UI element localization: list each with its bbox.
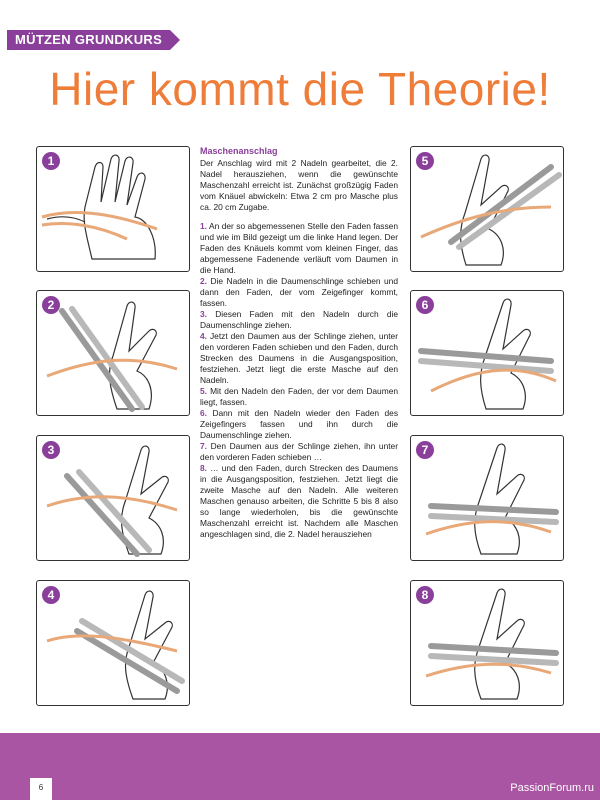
step-text: An der so abgemessenen Stelle den Faden fassen und wie im Bild gezeigt um die linke Hand legen. Der Faden des Knäuels kommt vom kleinen Finger, das abgemessene Fadenende verläuft vom Daumen in die Hand.	[200, 221, 398, 275]
step-paragraph	[200, 463, 398, 540]
step-number-badge: 1	[42, 152, 60, 170]
step-number-badge: 8	[416, 586, 434, 604]
step-number-badge: 2	[42, 296, 60, 314]
hand-illustration-2	[37, 291, 191, 417]
step-number-badge: 5	[416, 152, 434, 170]
step-text: Diesen Faden mit den Nadeln durch die Daumenschlinge ziehen.	[200, 309, 398, 330]
hand-illustration-3	[37, 436, 191, 562]
step-label: 2.	[200, 276, 207, 286]
watermark: PassionForum.ru	[510, 782, 594, 794]
hand-illustration-7	[411, 436, 565, 562]
step-label: 8.	[200, 463, 207, 473]
step-label: 4.	[200, 331, 207, 341]
illustration-step-6	[410, 290, 564, 416]
step-paragraph	[200, 408, 398, 441]
illustration-step-4	[36, 580, 190, 706]
step-text: Dann mit den Nadeln wieder den Faden des Zeigefingers fassen und ihn durch die Daumenschlinge ziehen.	[200, 408, 399, 440]
step-paragraph	[200, 441, 398, 463]
step-number-badge: 7	[416, 441, 434, 459]
step-text: … und den Faden, durch Strecken des Daumens in die Ausgangsposition, festziehen. Jetzt liegt die zweite Masche auf den Nadeln. Alle weiteren Maschen genauso arbeiten, die Schritte 5 bis 8 also so lange wiederholen, bis die gewünschte Maschenzahl erreicht ist. Nachdem alle Maschen angeschlagen sind, die 2. Nadel herausziehen	[200, 463, 399, 539]
step-number-badge: 6	[416, 296, 434, 314]
step-number-badge: 4	[42, 586, 60, 604]
step-text: Jetzt den Daumen aus der Schlinge ziehen, unter den vorderen Faden schieben und den Faden, durch Strecken des Daumens in die Ausgangsposition, festziehen. Jetzt liegt die erste Masche auf den Nadeln.	[200, 331, 398, 385]
hand-illustration-8	[411, 581, 565, 707]
intro-paragraph: Der Anschlag wird mit 2 Nadeln gearbeitet, die 2. Nadel herausziehen, wenn die gewünschte Maschenzahl erreicht ist. Zunächst großzügig Faden vom Knäuel abwickeln: Etwa 2 cm pro Masche plus ca. 20 cm Zugabe.	[200, 158, 398, 212]
illustration-step-5	[410, 146, 564, 272]
step-label: 3.	[200, 309, 207, 319]
illustration-step-3	[36, 435, 190, 561]
step-paragraph	[200, 221, 398, 276]
step-paragraph	[200, 331, 398, 386]
hand-illustration-1	[37, 147, 191, 273]
step-text: Den Daumen aus der Schlinge ziehen, ihn unter den vorderen Faden schieben …	[200, 441, 399, 462]
step-paragraph	[200, 309, 398, 331]
instructions-column	[200, 146, 398, 540]
step-paragraph	[200, 276, 398, 309]
illustration-step-7	[410, 435, 564, 561]
illustration-step-1	[36, 146, 190, 272]
step-number-badge: 3	[42, 441, 60, 459]
step-text: Die Nadeln in die Daumenschlinge schieben und dann den Faden, der vom Zeigefinger kommt, fassen.	[200, 276, 398, 308]
illustration-step-2	[36, 290, 190, 416]
step-paragraph	[200, 386, 398, 408]
page-title: Hier kommt die Theorie!	[49, 63, 551, 115]
step-label: 1.	[200, 221, 207, 231]
page-number: 6	[30, 778, 52, 800]
hand-illustration-5	[411, 147, 565, 273]
section-tag: MÜTZEN GRUNDKURS	[7, 30, 170, 50]
hand-illustration-6	[411, 291, 565, 417]
step-label: 5.	[200, 386, 207, 396]
hand-illustration-4	[37, 581, 191, 707]
instructions-heading: Maschenanschlag	[200, 146, 278, 156]
illustration-step-8	[410, 580, 564, 706]
step-label: 6.	[200, 408, 207, 418]
step-text: Mit den Nadeln den Faden, der vor dem Daumen liegt, fassen.	[200, 386, 399, 407]
step-label: 7.	[200, 441, 207, 451]
